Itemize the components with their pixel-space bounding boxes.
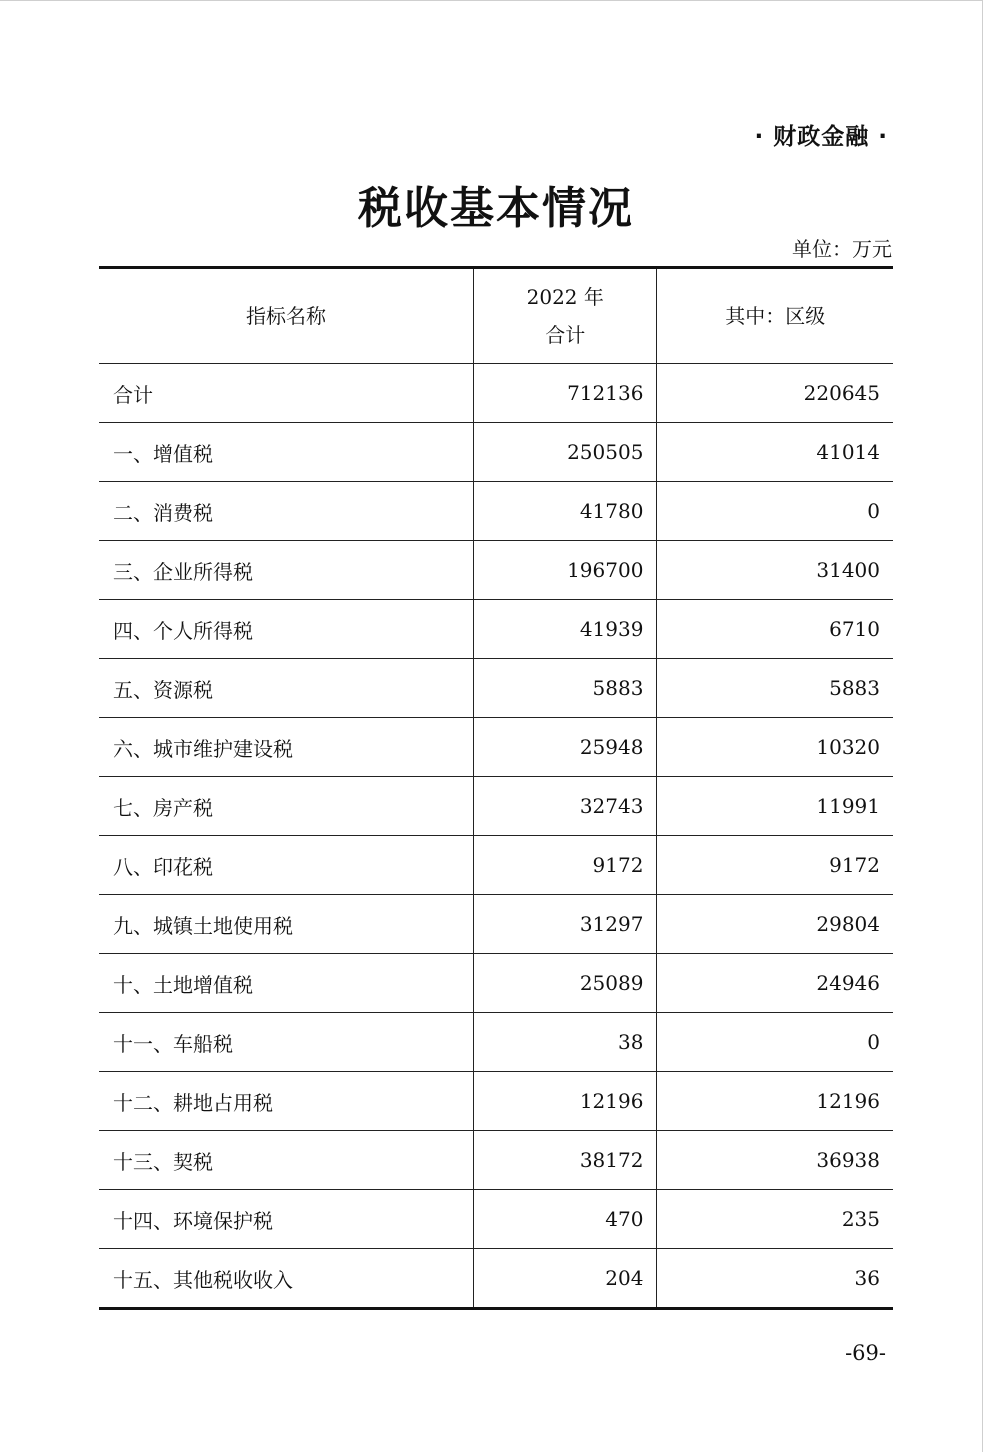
table-row	[99, 1131, 893, 1190]
row-name: 五、资源税	[99, 659, 474, 718]
row-district: 36938	[657, 1131, 893, 1190]
row-district: 29804	[657, 895, 893, 954]
row-district: 220645	[657, 364, 893, 423]
tax-table	[99, 266, 893, 1310]
table-row	[99, 1249, 893, 1309]
row-total: 12196	[474, 1072, 657, 1131]
row-district: 10320	[657, 718, 893, 777]
row-total: 41780	[474, 482, 657, 541]
table-row	[99, 718, 893, 777]
row-total: 31297	[474, 895, 657, 954]
row-district: 11991	[657, 777, 893, 836]
row-district: 41014	[657, 423, 893, 482]
row-total: 9172	[474, 836, 657, 895]
table-row	[99, 482, 893, 541]
table-row	[99, 364, 893, 423]
table-row	[99, 1072, 893, 1131]
row-name: 十三、契税	[99, 1131, 474, 1190]
row-name: 十五、其他税收收入	[113, 1267, 293, 1292]
row-total: 25089	[474, 954, 657, 1013]
header-total-year: 2022 年	[526, 285, 604, 309]
page-title: 税收基本情况	[358, 183, 634, 234]
row-district: 12196	[657, 1072, 893, 1131]
row-total: 250505	[474, 423, 657, 482]
row-total: 41939	[474, 600, 657, 659]
row-total: 470	[474, 1190, 657, 1249]
table-row	[99, 777, 893, 836]
row-total: 5883	[474, 659, 657, 718]
row-name: 十一、车船税	[99, 1013, 474, 1072]
row-name: 七、房产税	[99, 777, 474, 836]
row-total: 196700	[474, 541, 657, 600]
row-name: 九、城镇土地使用税	[99, 895, 474, 954]
row-name: 二、消费税	[99, 482, 474, 541]
table-row	[99, 1013, 893, 1072]
table-row	[99, 423, 893, 482]
row-district: 6710	[657, 600, 893, 659]
unit-label: 单位：万元	[792, 237, 892, 261]
row-district: 9172	[657, 836, 893, 895]
header-total	[474, 268, 657, 364]
row-district: 0	[657, 1013, 893, 1072]
table-row	[99, 600, 893, 659]
header-row	[99, 268, 893, 364]
row-total: 712136	[474, 364, 657, 423]
row-district: 5883	[657, 659, 893, 718]
table-row	[99, 954, 893, 1013]
table-row	[99, 541, 893, 600]
row-district: 0	[657, 482, 893, 541]
row-total: 38	[474, 1013, 657, 1072]
row-name: 合计	[99, 364, 474, 423]
table-row	[99, 1190, 893, 1249]
table-body	[99, 364, 893, 1309]
row-total: 38172	[474, 1131, 657, 1190]
row-name: 十、土地增值税	[99, 954, 474, 1013]
row-name: 一、增值税	[99, 423, 474, 482]
header-total-label: 合计	[545, 323, 586, 347]
row-name: 六、城市维护建设税	[99, 718, 474, 777]
row-district: 36	[854, 1266, 880, 1290]
row-district: 31400	[657, 541, 893, 600]
table-row	[99, 836, 893, 895]
row-name: 十二、耕地占用税	[99, 1072, 474, 1131]
row-total: 204	[474, 1249, 657, 1309]
header-district: 其中：区级	[657, 268, 893, 364]
table-header	[99, 268, 893, 364]
page-number: -69-	[845, 1341, 886, 1365]
row-total: 25948	[474, 718, 657, 777]
row-name: 四、个人所得税	[99, 600, 474, 659]
table-row	[99, 659, 893, 718]
row-name: 三、企业所得税	[99, 541, 474, 600]
header-name: 指标名称	[99, 268, 474, 364]
row-name: 八、印花税	[99, 836, 474, 895]
table-row	[99, 895, 893, 954]
row-name: 十四、环境保护税	[99, 1190, 474, 1249]
row-total: 32743	[474, 777, 657, 836]
section-header: · 财政金融 ·	[754, 124, 888, 150]
row-district: 24946	[657, 954, 893, 1013]
row-district: 235	[657, 1190, 893, 1249]
